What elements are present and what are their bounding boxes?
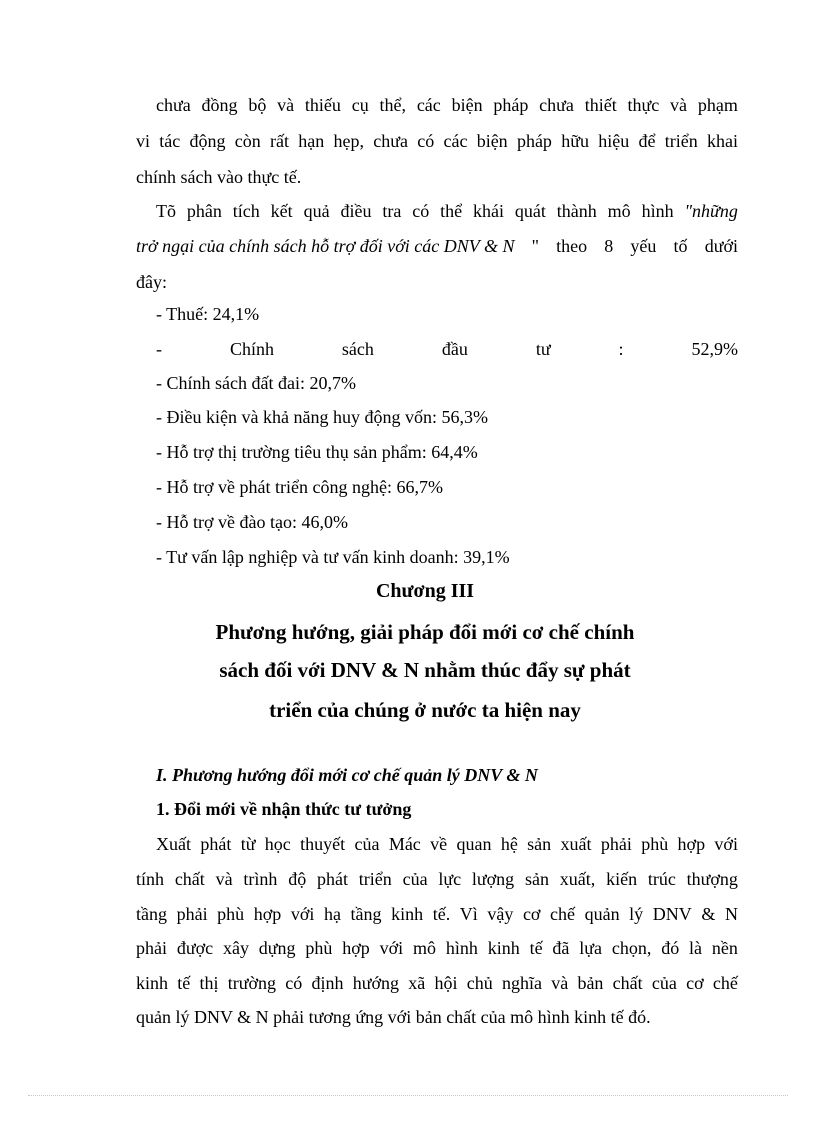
word: Mác (388, 834, 421, 854)
section-heading: I. Phương hướng đổi mới cơ chế quản lý DNV & N (156, 765, 538, 785)
word: độ (288, 869, 307, 889)
word: quản (584, 904, 620, 924)
word: & (701, 904, 716, 924)
word: kinh (136, 973, 169, 993)
model-line-2 (136, 235, 738, 257)
word: tế. (432, 904, 451, 924)
word: triển (358, 869, 392, 889)
model-line-1 (156, 200, 738, 222)
word: phù (641, 834, 669, 854)
word: tế (529, 938, 543, 958)
word: với (379, 938, 404, 958)
word: là (689, 938, 703, 958)
word: điều (340, 201, 372, 221)
word: phù (305, 938, 333, 958)
word: quát (514, 201, 546, 221)
word: tầng (350, 904, 382, 924)
word: chủ (466, 973, 493, 993)
word: dưới (704, 236, 738, 256)
word: pháp (493, 95, 529, 115)
word: đã (552, 938, 570, 958)
word: hợp (253, 904, 282, 924)
word: kiến (606, 869, 638, 889)
word: tác (159, 131, 181, 151)
word: trình (243, 869, 278, 889)
word: chất (174, 869, 205, 889)
word: tính (136, 869, 165, 889)
word: sách (341, 339, 374, 359)
word: của (402, 869, 428, 889)
factor-market: - Hỗ trợ thị trường tiêu thụ sản phẩm: 64,4% (156, 442, 478, 462)
word: có (412, 201, 430, 221)
page-footer-divider (28, 1095, 788, 1096)
factor-consulting: - Tư vấn lập nghiệp và tư vấn kinh doanh: 39,1% (156, 547, 510, 567)
body-line-6: quản lý DNV & N phải tương ứng với bản chất của mô hình kinh tế đó. (136, 1007, 651, 1027)
factor-technology: - Hỗ trợ về phát triển công nghệ: 66,7% (156, 477, 443, 497)
word: xuất (560, 834, 592, 854)
word: biện (451, 95, 483, 115)
word: bộ (248, 95, 267, 115)
word: tư (535, 339, 551, 359)
word: kinh (487, 938, 520, 958)
word: hình (445, 938, 478, 958)
word: tra (382, 201, 402, 221)
word: và (215, 869, 233, 889)
word: phải (136, 938, 167, 958)
word: chế (550, 904, 576, 924)
word: thượng (686, 869, 738, 889)
word: lượng (471, 869, 515, 889)
word: thiếu (304, 95, 341, 115)
word: triển (664, 131, 698, 151)
word: hợp (677, 834, 706, 854)
chapter-title-line-1: Phương hướng, giải pháp đổi mới cơ chế chính (215, 620, 635, 644)
model-italic-phrase: trở ngại của chính sách hỗ trợ đối với các DNV & N (136, 236, 515, 256)
body-line-1 (156, 833, 738, 855)
word: - (156, 339, 162, 359)
word: và (670, 95, 688, 115)
body-line-3 (136, 903, 738, 925)
word: N (724, 904, 738, 924)
word: hình (641, 201, 674, 221)
word: và (277, 95, 295, 115)
word: xuất, (559, 869, 596, 889)
word: thành (556, 201, 597, 221)
word: đồng (201, 95, 238, 115)
word: định (311, 973, 344, 993)
word: với (714, 834, 738, 854)
word: có (417, 131, 435, 151)
word: 52,9% (691, 339, 738, 359)
word: hệ (500, 834, 518, 854)
word: chưa (539, 95, 574, 115)
word: chọn, (611, 938, 652, 958)
word: phân (186, 201, 222, 221)
word: biện (476, 131, 508, 151)
word: trường (227, 973, 277, 993)
word: nền (711, 938, 738, 958)
word: của (651, 973, 677, 993)
word: khái (473, 201, 504, 221)
word: phạm (697, 95, 738, 115)
word: thị (199, 973, 219, 993)
word: chế (712, 973, 738, 993)
word: tích (232, 201, 260, 221)
subsection-heading: 1. Đổi mới về nhận thức tư tưởng (156, 799, 412, 819)
factor-training: - Hỗ trợ về đào tạo: 46,0% (156, 512, 348, 532)
word: thể (440, 201, 463, 221)
word: mô (607, 201, 631, 221)
word: phát (316, 869, 348, 889)
word: phù (217, 904, 245, 924)
word: đó (661, 938, 680, 958)
word: tố (673, 236, 688, 256)
word: hạn (298, 131, 325, 151)
word: rất (270, 131, 289, 151)
body-line-5 (136, 972, 738, 994)
word: chưa (156, 95, 191, 115)
chapter-title-line-3: triển của chúng ở nước ta hiện nay (269, 698, 581, 722)
word: học (264, 834, 291, 854)
word: " (531, 236, 539, 256)
word: mô (413, 938, 437, 958)
chapter-label: Chương III (375, 580, 475, 602)
word: cơ (522, 904, 541, 924)
factor-capital: - Điều kiện và khả năng huy động vốn: 56,3% (156, 407, 488, 427)
word: : (618, 339, 624, 359)
word: vi (136, 131, 151, 151)
word: hợp (342, 938, 370, 958)
word: khai (706, 131, 738, 151)
word: phải (600, 834, 632, 854)
quote-open: "những (684, 201, 738, 221)
intro-line-1 (156, 94, 738, 116)
factor-tax: - Thuế: 24,1% (156, 304, 260, 324)
word: cơ (686, 973, 704, 993)
word: hẹp, (333, 131, 364, 151)
word: sản (527, 834, 552, 854)
word: Xuất (156, 834, 191, 854)
body-line-4 (136, 937, 738, 959)
word: dựng (258, 938, 296, 958)
word: Vì (459, 904, 478, 924)
word: các (443, 131, 468, 151)
word: có (285, 973, 303, 993)
word: Chính (229, 339, 274, 359)
word: kinh (391, 904, 424, 924)
word: còn (234, 131, 261, 151)
word: chất (612, 973, 643, 993)
word: tế (177, 973, 191, 993)
factor-investment (156, 338, 738, 360)
word: thể, (379, 95, 407, 115)
word: trúc (647, 869, 676, 889)
word: và (551, 973, 569, 993)
factor-land: - Chính sách đất đai: 20,7% (156, 373, 356, 393)
word: 8 (604, 236, 614, 256)
word: kết (270, 201, 293, 221)
word: được (176, 938, 214, 958)
word: yếu (630, 236, 657, 256)
word: của (354, 834, 380, 854)
word: sản (524, 869, 549, 889)
word: nghĩa (501, 973, 542, 993)
word: cụ (351, 95, 369, 115)
word: hữu (561, 131, 589, 151)
word: hướng (352, 973, 400, 993)
chapter-title-line-2: sách đối với DNV & N nhằm thúc đẩy sự phát (219, 658, 631, 682)
word: động (189, 131, 226, 151)
word: pháp (516, 131, 552, 151)
word: tầng (136, 904, 167, 924)
word: thiết (584, 95, 617, 115)
word: đầu (441, 339, 468, 359)
word: hiệu (598, 131, 630, 151)
word: thực (627, 95, 660, 115)
word: lựa (579, 938, 603, 958)
word: xã (408, 973, 426, 993)
word: lực (438, 869, 462, 889)
word: xây (222, 938, 249, 958)
body-line-2 (136, 868, 738, 890)
model-line-3: đây: (136, 272, 167, 292)
intro-line-3: chính sách vào thực tế. (136, 167, 302, 187)
word: từ (240, 834, 256, 854)
word: về (430, 834, 448, 854)
word: DNV (652, 904, 692, 924)
word: phải (176, 904, 208, 924)
word: quan (456, 834, 492, 854)
intro-line-2 (136, 130, 738, 152)
word: để (638, 131, 656, 151)
word: theo (556, 236, 588, 256)
word: lý (629, 904, 644, 924)
word: phát (200, 834, 232, 854)
word: với (290, 904, 315, 924)
word: thuyết (300, 834, 346, 854)
word: hạ (323, 904, 341, 924)
word: Tõ (156, 201, 176, 221)
word: chưa (373, 131, 408, 151)
word: quả (303, 201, 330, 221)
word: bản (577, 973, 604, 993)
word: vậy (487, 904, 514, 924)
word: các (416, 95, 441, 115)
word: hội (434, 973, 458, 993)
